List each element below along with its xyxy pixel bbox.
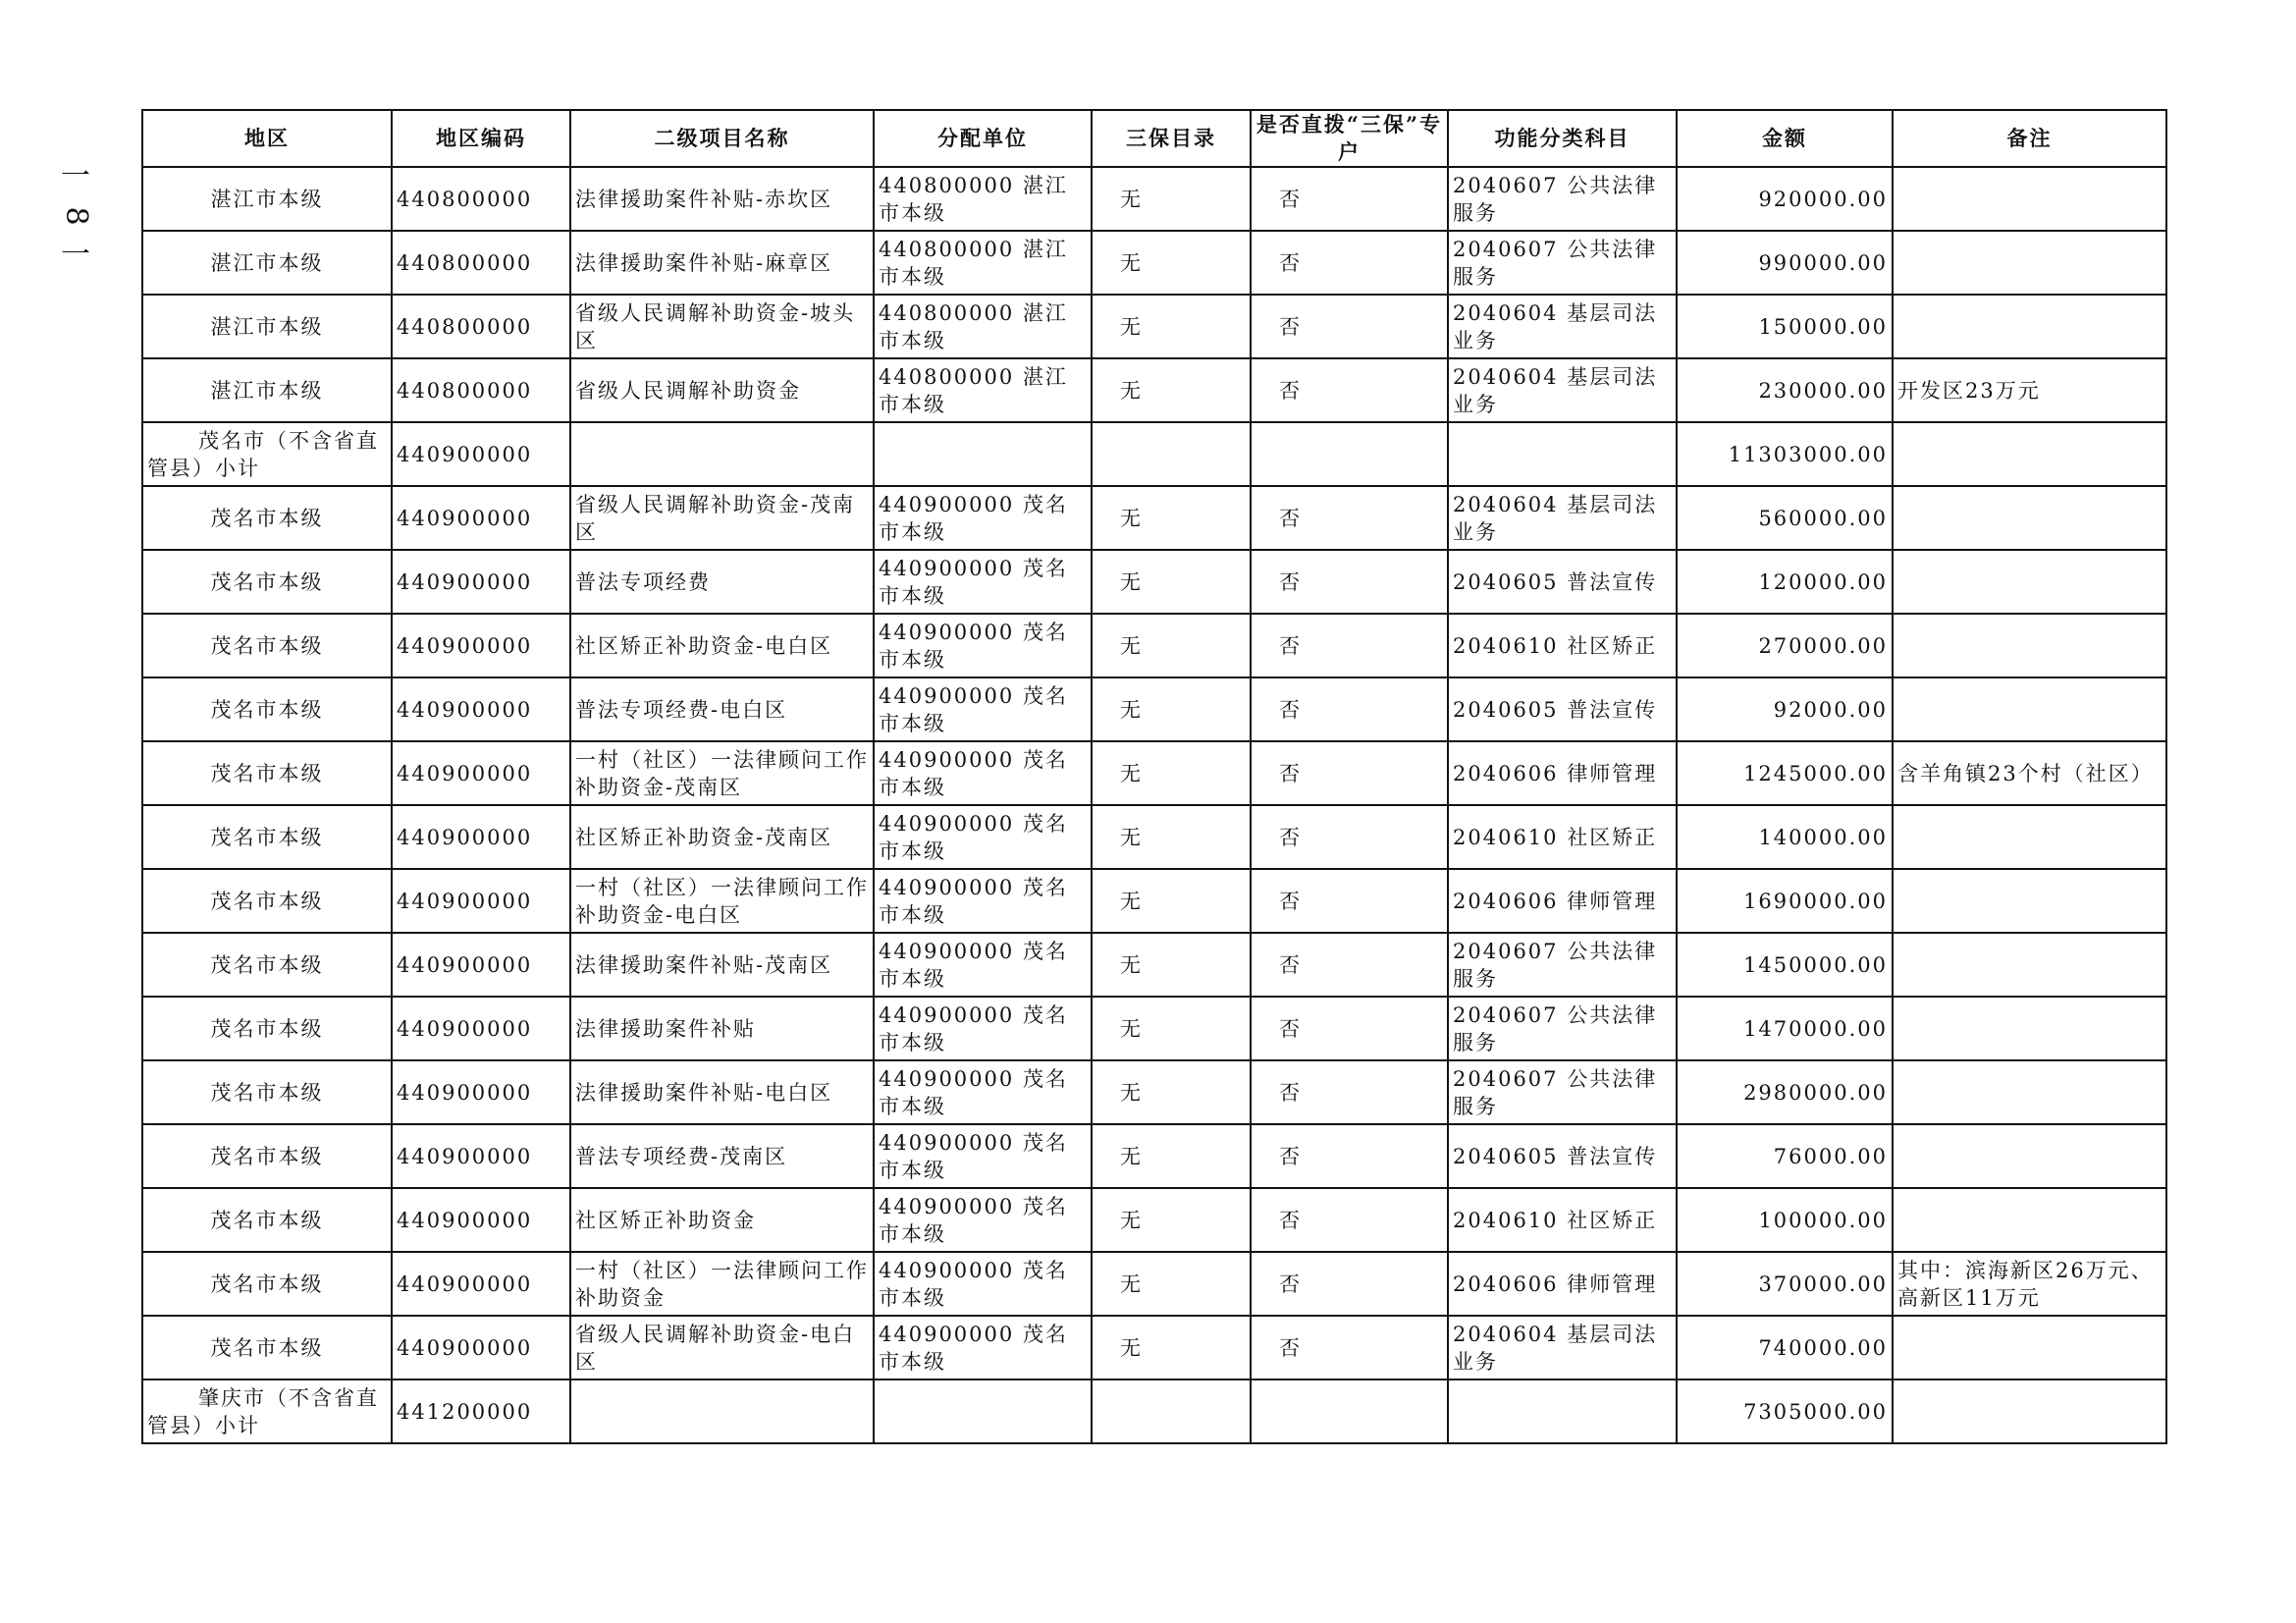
cell-function-subject: 2040607 公共法律服务: [1448, 997, 1677, 1060]
header-region-code: 地区编码: [392, 110, 570, 167]
cell-note: [1893, 422, 2166, 486]
cell-direct-transfer: 否: [1251, 933, 1448, 997]
cell-project-name: 普法专项经费-茂南区: [570, 1124, 874, 1188]
cell-function-subject: 2040606 律师管理: [1448, 1252, 1677, 1316]
cell-allocation-unit: 440800000 湛江市本级: [874, 295, 1092, 358]
cell-function-subject: 2040607 公共法律服务: [1448, 933, 1677, 997]
cell-region-code: 440800000: [392, 231, 570, 295]
cell-note: [1893, 997, 2166, 1060]
cell-direct-transfer: 否: [1251, 550, 1448, 614]
cell-direct-transfer: 否: [1251, 1124, 1448, 1188]
cell-note: 其中：滨海新区26万元、高新区11万元: [1893, 1252, 2166, 1316]
cell-direct-transfer: [1251, 422, 1448, 486]
cell-direct-transfer: 否: [1251, 614, 1448, 677]
cell-allocation-unit: 440900000 茂名市本级: [874, 741, 1092, 805]
cell-note: [1893, 933, 2166, 997]
table-row: [142, 1252, 2166, 1316]
cell-note: 含羊角镇23个村（社区）: [1893, 741, 2166, 805]
cell-allocation-unit: 440800000 湛江市本级: [874, 358, 1092, 422]
cell-sanbao-catalog: 无: [1092, 614, 1251, 677]
cell-note: [1893, 295, 2166, 358]
header-function-subject: 功能分类科目: [1448, 110, 1677, 167]
cell-region-code: 440900000: [392, 1316, 570, 1380]
cell-region: 茂名市（不含省直管县）小计: [142, 422, 392, 486]
cell-region-code: 440900000: [392, 422, 570, 486]
cell-direct-transfer: 否: [1251, 741, 1448, 805]
cell-allocation-unit: 440900000 茂名市本级: [874, 550, 1092, 614]
cell-region-code: 440900000: [392, 1188, 570, 1252]
cell-sanbao-catalog: 无: [1092, 1252, 1251, 1316]
cell-function-subject: 2040605 普法宣传: [1448, 1124, 1677, 1188]
cell-region: 茂名市本级: [142, 805, 392, 869]
cell-project-name: 省级人民调解补助资金: [570, 358, 874, 422]
cell-sanbao-catalog: 无: [1092, 550, 1251, 614]
table-row: [142, 231, 2166, 295]
cell-region-code: 440900000: [392, 869, 570, 933]
cell-amount: 1470000.00: [1677, 997, 1893, 1060]
cell-amount: 990000.00: [1677, 231, 1893, 295]
cell-direct-transfer: 否: [1251, 486, 1448, 550]
cell-project-name: 社区矫正补助资金-电白区: [570, 614, 874, 677]
cell-region: 肇庆市（不含省直管县）小计: [142, 1380, 392, 1443]
cell-amount: 92000.00: [1677, 677, 1893, 741]
cell-amount: 120000.00: [1677, 550, 1893, 614]
subtotal-row: [142, 422, 2166, 486]
header-direct-transfer: 是否直拨“三保”专户: [1251, 110, 1448, 167]
cell-region: 湛江市本级: [142, 167, 392, 231]
cell-region: 茂名市本级: [142, 677, 392, 741]
cell-direct-transfer: 否: [1251, 231, 1448, 295]
cell-region: 湛江市本级: [142, 231, 392, 295]
cell-direct-transfer: 否: [1251, 869, 1448, 933]
table-row: [142, 741, 2166, 805]
cell-allocation-unit: 440800000 湛江市本级: [874, 231, 1092, 295]
table-row: [142, 295, 2166, 358]
cell-note: [1893, 550, 2166, 614]
cell-sanbao-catalog: 无: [1092, 1060, 1251, 1124]
table-row: [142, 167, 2166, 231]
header-amount: 金额: [1677, 110, 1893, 167]
cell-amount: 1450000.00: [1677, 933, 1893, 997]
cell-project-name: 普法专项经费: [570, 550, 874, 614]
cell-allocation-unit: 440900000 茂名市本级: [874, 933, 1092, 997]
cell-project-name: 省级人民调解补助资金-坡头区: [570, 295, 874, 358]
cell-note: [1893, 869, 2166, 933]
cell-allocation-unit: 440900000 茂名市本级: [874, 486, 1092, 550]
cell-amount: 740000.00: [1677, 1316, 1893, 1380]
cell-direct-transfer: 否: [1251, 677, 1448, 741]
cell-project-name: [570, 1380, 874, 1443]
cell-note: [1893, 1124, 2166, 1188]
cell-sanbao-catalog: [1092, 1380, 1251, 1443]
cell-allocation-unit: [874, 422, 1092, 486]
cell-region: 湛江市本级: [142, 295, 392, 358]
cell-allocation-unit: 440900000 茂名市本级: [874, 1316, 1092, 1380]
cell-direct-transfer: 否: [1251, 295, 1448, 358]
cell-project-name: 社区矫正补助资金-茂南区: [570, 805, 874, 869]
cell-sanbao-catalog: 无: [1092, 1316, 1251, 1380]
cell-note: [1893, 614, 2166, 677]
cell-sanbao-catalog: 无: [1092, 677, 1251, 741]
cell-note: [1893, 1188, 2166, 1252]
cell-amount: 7305000.00: [1677, 1380, 1893, 1443]
cell-region: 茂名市本级: [142, 1252, 392, 1316]
cell-region-code: 440900000: [392, 486, 570, 550]
page-number-dash-top: 一: [61, 159, 90, 193]
cell-amount: 76000.00: [1677, 1124, 1893, 1188]
cell-region: 茂名市本级: [142, 1316, 392, 1380]
cell-amount: 920000.00: [1677, 167, 1893, 231]
cell-region: 茂名市本级: [142, 550, 392, 614]
cell-sanbao-catalog: 无: [1092, 805, 1251, 869]
cell-region: 茂名市本级: [142, 1124, 392, 1188]
page-number-digit: 8: [59, 206, 93, 226]
cell-project-name: 法律援助案件补贴-电白区: [570, 1060, 874, 1124]
cell-note: [1893, 1316, 2166, 1380]
cell-function-subject: 2040604 基层司法业务: [1448, 295, 1677, 358]
cell-function-subject: 2040605 普法宣传: [1448, 677, 1677, 741]
cell-note: 开发区23万元: [1893, 358, 2166, 422]
cell-project-name: 一村（社区）一法律顾问工作补助资金-电白区: [570, 869, 874, 933]
cell-region: 茂名市本级: [142, 1060, 392, 1124]
cell-region-code: 440800000: [392, 295, 570, 358]
cell-function-subject: 2040604 基层司法业务: [1448, 1316, 1677, 1380]
table-row: [142, 869, 2166, 933]
cell-allocation-unit: 440900000 茂名市本级: [874, 1252, 1092, 1316]
header-note: 备注: [1893, 110, 2166, 167]
cell-region-code: 440900000: [392, 997, 570, 1060]
cell-project-name: 一村（社区）一法律顾问工作补助资金: [570, 1252, 874, 1316]
cell-region-code: 440900000: [392, 677, 570, 741]
table-row: [142, 805, 2166, 869]
cell-function-subject: 2040604 基层司法业务: [1448, 486, 1677, 550]
header-project-name: 二级项目名称: [570, 110, 874, 167]
table-row: [142, 550, 2166, 614]
cell-sanbao-catalog: 无: [1092, 358, 1251, 422]
cell-direct-transfer: 否: [1251, 167, 1448, 231]
allocation-table: [141, 109, 2167, 1444]
table-row: [142, 1124, 2166, 1188]
cell-allocation-unit: 440900000 茂名市本级: [874, 677, 1092, 741]
cell-region-code: 440900000: [392, 1060, 570, 1124]
cell-function-subject: 2040604 基层司法业务: [1448, 358, 1677, 422]
cell-sanbao-catalog: 无: [1092, 933, 1251, 997]
cell-project-name: 省级人民调解补助资金-茂南区: [570, 486, 874, 550]
cell-function-subject: 2040606 律师管理: [1448, 741, 1677, 805]
cell-region-code: 440900000: [392, 741, 570, 805]
cell-function-subject: 2040606 律师管理: [1448, 869, 1677, 933]
table-row: [142, 677, 2166, 741]
cell-project-name: [570, 422, 874, 486]
cell-region: 茂名市本级: [142, 614, 392, 677]
cell-sanbao-catalog: 无: [1092, 741, 1251, 805]
cell-direct-transfer: [1251, 1380, 1448, 1443]
cell-note: [1893, 231, 2166, 295]
header-region: 地区: [142, 110, 392, 167]
cell-amount: 370000.00: [1677, 1252, 1893, 1316]
cell-region-code: 441200000: [392, 1380, 570, 1443]
cell-note: [1893, 1380, 2166, 1443]
table-row: [142, 933, 2166, 997]
cell-allocation-unit: 440900000 茂名市本级: [874, 869, 1092, 933]
cell-function-subject: 2040605 普法宣传: [1448, 550, 1677, 614]
cell-region: 茂名市本级: [142, 741, 392, 805]
cell-function-subject: 2040607 公共法律服务: [1448, 1060, 1677, 1124]
cell-region-code: 440900000: [392, 550, 570, 614]
cell-region-code: 440800000: [392, 167, 570, 231]
cell-function-subject: 2040607 公共法律服务: [1448, 231, 1677, 295]
cell-allocation-unit: 440800000 湛江市本级: [874, 167, 1092, 231]
cell-sanbao-catalog: [1092, 422, 1251, 486]
cell-direct-transfer: 否: [1251, 997, 1448, 1060]
cell-allocation-unit: 440900000 茂名市本级: [874, 997, 1092, 1060]
cell-function-subject: 2040610 社区矫正: [1448, 614, 1677, 677]
cell-region: 湛江市本级: [142, 358, 392, 422]
cell-region: 茂名市本级: [142, 486, 392, 550]
cell-project-name: 省级人民调解补助资金-电白区: [570, 1316, 874, 1380]
cell-project-name: 普法专项经费-电白区: [570, 677, 874, 741]
cell-amount: 1690000.00: [1677, 869, 1893, 933]
cell-project-name: 法律援助案件补贴: [570, 997, 874, 1060]
cell-direct-transfer: 否: [1251, 1060, 1448, 1124]
cell-direct-transfer: 否: [1251, 805, 1448, 869]
cell-region-code: 440800000: [392, 358, 570, 422]
cell-sanbao-catalog: 无: [1092, 486, 1251, 550]
cell-function-subject: 2040610 社区矫正: [1448, 1188, 1677, 1252]
cell-amount: 11303000.00: [1677, 422, 1893, 486]
cell-region: 茂名市本级: [142, 933, 392, 997]
header-sanbao-catalog: 三保目录: [1092, 110, 1251, 167]
cell-note: [1893, 167, 2166, 231]
cell-direct-transfer: 否: [1251, 1316, 1448, 1380]
cell-note: [1893, 486, 2166, 550]
cell-amount: 140000.00: [1677, 805, 1893, 869]
table-row: [142, 1188, 2166, 1252]
cell-sanbao-catalog: 无: [1092, 1124, 1251, 1188]
cell-project-name: 法律援助案件补贴-茂南区: [570, 933, 874, 997]
cell-region: 茂名市本级: [142, 997, 392, 1060]
cell-note: [1893, 677, 2166, 741]
cell-function-subject: 2040610 社区矫正: [1448, 805, 1677, 869]
cell-direct-transfer: 否: [1251, 1252, 1448, 1316]
cell-sanbao-catalog: 无: [1092, 997, 1251, 1060]
cell-direct-transfer: 否: [1251, 1188, 1448, 1252]
subtotal-row: [142, 1380, 2166, 1443]
cell-allocation-unit: 440900000 茂名市本级: [874, 805, 1092, 869]
cell-amount: 100000.00: [1677, 1188, 1893, 1252]
cell-region-code: 440900000: [392, 614, 570, 677]
cell-direct-transfer: 否: [1251, 358, 1448, 422]
table-body: [142, 167, 2166, 1443]
cell-sanbao-catalog: 无: [1092, 1188, 1251, 1252]
cell-region-code: 440900000: [392, 1124, 570, 1188]
table-row: [142, 614, 2166, 677]
cell-region: 茂名市本级: [142, 869, 392, 933]
cell-project-name: 法律援助案件补贴-麻章区: [570, 231, 874, 295]
table-row: [142, 486, 2166, 550]
cell-sanbao-catalog: 无: [1092, 167, 1251, 231]
cell-amount: 560000.00: [1677, 486, 1893, 550]
cell-allocation-unit: [874, 1380, 1092, 1443]
cell-region-code: 440900000: [392, 805, 570, 869]
cell-note: [1893, 1060, 2166, 1124]
cell-allocation-unit: 440900000 茂名市本级: [874, 1124, 1092, 1188]
cell-note: [1893, 805, 2166, 869]
table-row: [142, 1316, 2166, 1380]
page-number: [59, 157, 93, 275]
cell-project-name: 社区矫正补助资金: [570, 1188, 874, 1252]
header-allocation-unit: 分配单位: [874, 110, 1092, 167]
cell-amount: 150000.00: [1677, 295, 1893, 358]
cell-allocation-unit: 440900000 茂名市本级: [874, 1188, 1092, 1252]
cell-amount: 2980000.00: [1677, 1060, 1893, 1124]
cell-project-name: 法律援助案件补贴-赤坎区: [570, 167, 874, 231]
cell-function-subject: [1448, 422, 1677, 486]
cell-allocation-unit: 440900000 茂名市本级: [874, 614, 1092, 677]
cell-amount: 1245000.00: [1677, 741, 1893, 805]
table-row: [142, 1060, 2166, 1124]
cell-region-code: 440900000: [392, 933, 570, 997]
table-row: [142, 358, 2166, 422]
page-number-dash-bottom: 一: [61, 238, 90, 272]
cell-function-subject: [1448, 1380, 1677, 1443]
table-row: [142, 997, 2166, 1060]
cell-amount: 270000.00: [1677, 614, 1893, 677]
table-header-row: [142, 110, 2166, 167]
cell-sanbao-catalog: 无: [1092, 295, 1251, 358]
cell-allocation-unit: 440900000 茂名市本级: [874, 1060, 1092, 1124]
cell-region-code: 440900000: [392, 1252, 570, 1316]
cell-sanbao-catalog: 无: [1092, 869, 1251, 933]
cell-amount: 230000.00: [1677, 358, 1893, 422]
cell-project-name: 一村（社区）一法律顾问工作补助资金-茂南区: [570, 741, 874, 805]
cell-region: 茂名市本级: [142, 1188, 392, 1252]
cell-sanbao-catalog: 无: [1092, 231, 1251, 295]
cell-function-subject: 2040607 公共法律服务: [1448, 167, 1677, 231]
